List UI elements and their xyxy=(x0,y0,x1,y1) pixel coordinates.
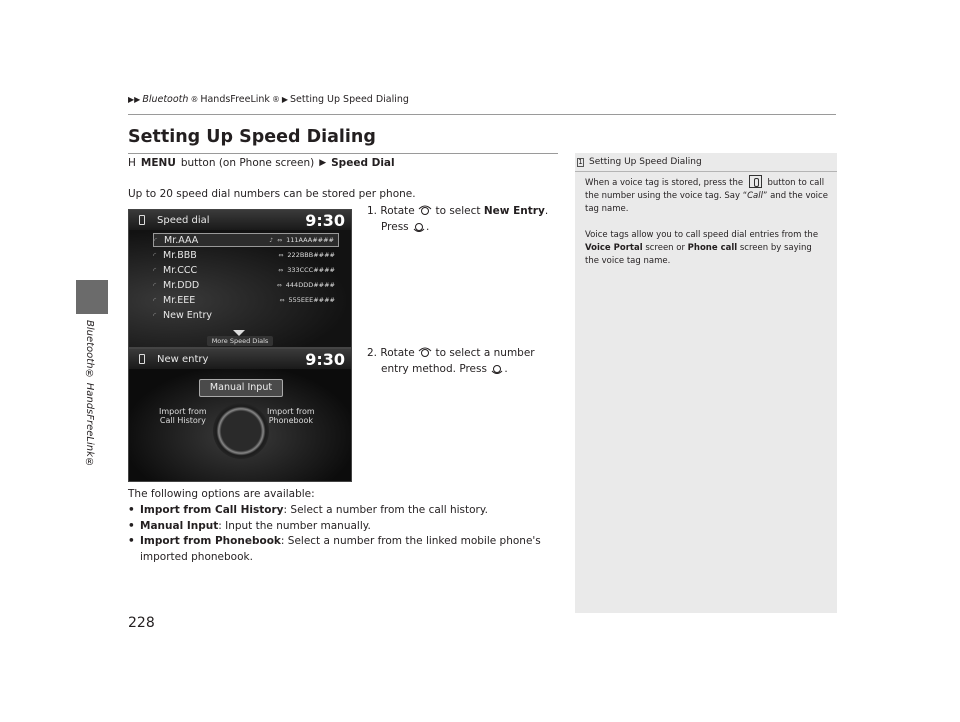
page-number: 228 xyxy=(128,615,155,631)
sidebar-section-title: Bluetooth® HandsFreeLink® xyxy=(84,320,95,468)
list-item[interactable]: ◜ Mr.DDD ⇔ 444DDD#### xyxy=(153,279,335,291)
intro-text: Up to 20 speed dial numbers can be stored per phone. xyxy=(128,188,416,200)
breadcrumb: ▶▶ Bluetooth ® HandsFreeLink ® ▶ Setting Up Speed Dialing xyxy=(128,94,409,105)
list-item: • Import from Call History: Select a number from the call history. xyxy=(128,503,558,519)
voice-tag-icon: ♪ xyxy=(269,236,274,244)
new-entry-screen xyxy=(128,348,352,482)
breadcrumb-current: Setting Up Speed Dialing xyxy=(290,94,409,105)
interface-dial-rotate-icon xyxy=(418,346,432,358)
import-phonebook-option[interactable]: Import from Phonebook xyxy=(267,407,315,425)
page-title: Setting Up Speed Dialing xyxy=(128,127,376,147)
list-item: • Manual Input: Input the number manually. xyxy=(128,519,558,535)
note-body: When a voice tag is stored, press the button to call the number using the voice tag. Say “Call” and the voice tag name. Voice tags allow you to call speed dial entries from the Voice Portal screen or Phone call screen by saying the voice tag name. xyxy=(585,175,828,281)
manual-input-button[interactable]: Manual Input xyxy=(199,379,283,397)
navigation-path xyxy=(128,157,395,169)
new-entry-item[interactable]: ◜ New Entry xyxy=(153,309,213,321)
list-item[interactable]: ◜ Mr.CCC ⇔ 333CCC#### xyxy=(153,264,335,276)
talk-button-icon xyxy=(749,175,762,188)
more-speed-dials-button[interactable]: More Speed Dials xyxy=(207,336,273,346)
interface-dial xyxy=(213,403,269,459)
phone-icon xyxy=(139,354,145,364)
title-divider xyxy=(128,153,558,154)
nav-target: Speed Dial xyxy=(331,157,395,169)
note-divider xyxy=(575,171,837,172)
menu-description: button (on Phone screen) xyxy=(180,157,315,169)
speed-dial-screen xyxy=(128,209,352,348)
entry-method-selector xyxy=(129,369,351,481)
phone-type-icon: ⇔ xyxy=(278,266,284,274)
menu-label: MENU xyxy=(140,157,176,169)
interface-dial-rotate-icon xyxy=(418,204,432,216)
interface-dial-press-icon xyxy=(490,362,504,374)
breadcrumb-arrow-icon: ▶▶ xyxy=(128,95,141,104)
step-1: 1. Rotate to select New Entry. Press . xyxy=(367,205,549,233)
breadcrumb-arrow-icon: ▶ xyxy=(281,95,288,104)
note-title: Setting Up Speed Dialing xyxy=(589,157,702,167)
phone-icon xyxy=(139,215,145,225)
options-intro: The following options are available: xyxy=(128,488,315,500)
speed-dial-list xyxy=(129,230,351,348)
phone-type-icon: ⇔ xyxy=(277,236,283,244)
note-header xyxy=(577,157,702,167)
phone-type-icon: ⇔ xyxy=(278,251,284,259)
phone-type-icon: ⇔ xyxy=(279,296,285,304)
arrow-icon: ▶ xyxy=(319,158,327,168)
section-tab xyxy=(76,280,108,314)
note-number-icon: 1 xyxy=(578,157,583,166)
screen-header: Speed dial 9:30 xyxy=(129,210,351,230)
list-item[interactable]: ◜ Mr.AAA ♪ ⇔ 111AAA#### xyxy=(153,233,339,247)
import-call-history-option[interactable]: Import from Call History xyxy=(159,407,207,425)
clock: 9:30 xyxy=(305,350,345,369)
breadcrumb-hfl: HandsFreeLink xyxy=(200,94,270,105)
interface-dial-press-icon xyxy=(412,220,426,232)
clock: 9:30 xyxy=(305,211,345,230)
phone-type-icon: ⇔ xyxy=(276,281,282,289)
list-item: • Import from Phonebook: Select a number from the linked mobile phone's imported phonebook. xyxy=(128,534,558,565)
list-item[interactable]: ◜ Mr.EEE ⇔ 555EEE#### xyxy=(153,294,335,306)
step-2: 2. Rotate to select a number entry method. Press . xyxy=(367,347,535,375)
home-icon: H xyxy=(128,157,136,169)
list-item[interactable]: ◜ Mr.BBB ⇔ 222BBB#### xyxy=(153,249,335,261)
screen-header: New entry 9:30 xyxy=(129,349,351,369)
breadcrumb-bluetooth: Bluetooth xyxy=(142,94,189,105)
header-divider xyxy=(128,114,836,115)
options-list xyxy=(128,503,558,565)
